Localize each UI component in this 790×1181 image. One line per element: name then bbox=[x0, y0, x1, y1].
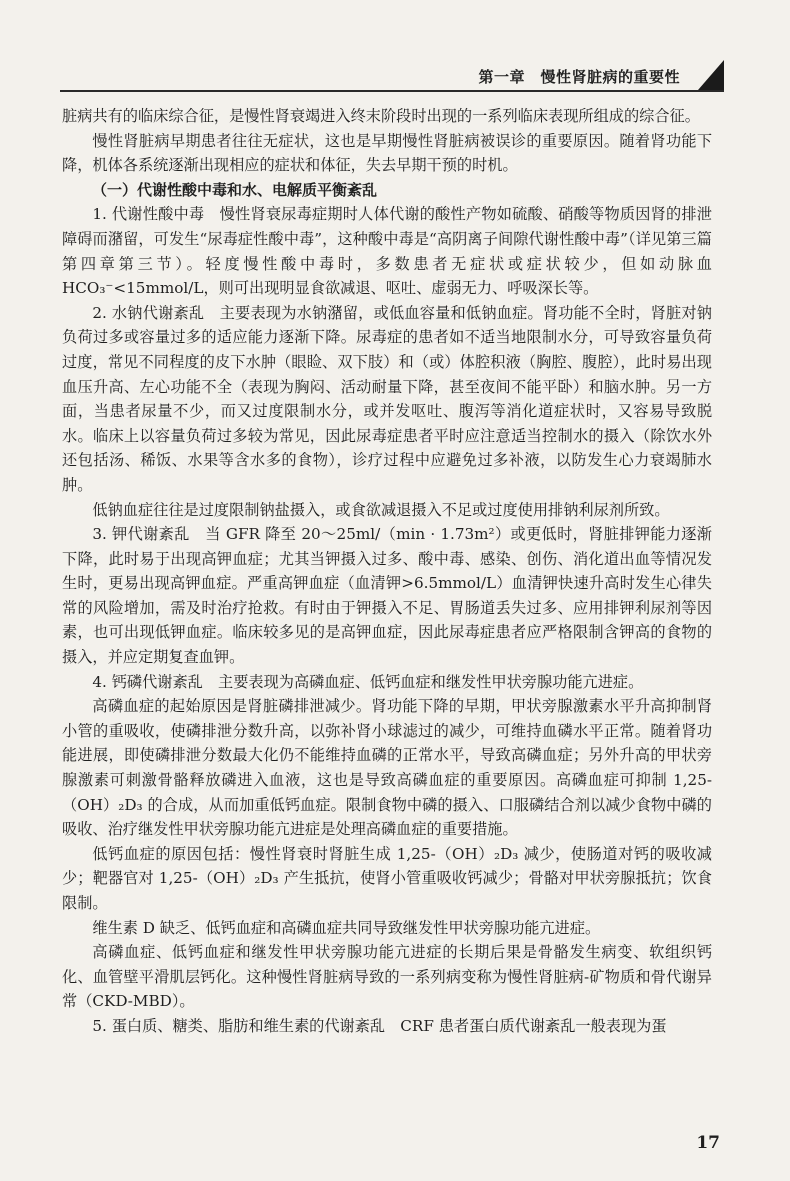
header-rule bbox=[60, 90, 724, 92]
running-header bbox=[0, 60, 790, 100]
paragraph-intro: 慢性肾脏病早期患者往往无症状，这也是早期慢性肾脏病被误诊的重要原因。随着肾功能下降，机体各系统逐渐出现相应的症状和体征，失去早期干预的时机。 bbox=[62, 131, 712, 175]
paragraph-hyponatremia: 低钠血症往往是过度限制钠盐摄入，或食欲减退摄入不足或过度使用排钠利尿剂所致。 bbox=[92, 500, 670, 519]
page-body bbox=[62, 104, 712, 1039]
paragraph-continued: 脏病共有的临床综合征，是慢性肾衰竭进入终末阶段时出现的一系列临床表现所组成的综合征。 bbox=[62, 107, 700, 125]
text-metabolic-acidosis: 慢性肾衰尿毒症期时人体代谢的酸性产物如硫酸、硝酸等物质因肾的排泄障碍而潴留，可发生“尿毒症性酸中毒”，这种酸中毒是“高阴离子间隙代谢性酸中毒”（详见第三篇第四章第三节）。轻度慢性酸中毒时，多数患者无症状或症状较少，但如动脉血 HCO₃⁻<15mmol/L，则可出现明显食欲减退、呕吐、虚弱无力、呼吸深长等。 bbox=[62, 205, 712, 298]
subheading-metabolic-acidosis: 1. 代谢性酸中毒 bbox=[92, 205, 205, 224]
subheading-calcium-phosphorus: 4. 钙磷代谢紊乱 bbox=[92, 672, 203, 691]
paragraph-metabolic-acidosis bbox=[62, 202, 712, 300]
section-heading: （一）代谢性酸中毒和水、电解质平衡紊乱 bbox=[92, 180, 378, 199]
page-number: 17 bbox=[696, 1133, 720, 1153]
paragraph-calcium-phosphorus bbox=[62, 670, 712, 695]
paragraph-potassium bbox=[62, 522, 712, 670]
subheading-protein-metabolism: 5. 蛋白质、糖类、脂肪和维生素的代谢紊乱 bbox=[92, 1016, 386, 1035]
subheading-potassium: 3. 钾代谢紊乱 bbox=[92, 525, 190, 544]
paragraph-vitamin-d: 维生素 D 缺乏、低钙血症和高磷血症共同导致继发性甲状旁腺功能亢进症。 bbox=[92, 918, 601, 937]
text-water-sodium: 主要表现为水钠潴留，或低血容量和低钠血症。肾功能不全时，肾脏对钠负荷过多或容量过多的适应能力逐渐下降。尿毒症的患者如不适当地限制水分，可导致容量负荷过度，常见不同程度的皮下水肿（眼睑、双下肢）和（或）体腔积液（胸腔、腹腔），此时易出现血压升高、左心功能不全（表现为胸闷、活动耐量下降，甚至夜间不能平卧）和脑水肿。另一方面，当患者尿量不少，而又过度限制水分，或并发呕吐、腹泻等消化道症状时，又容易导致脱水。临床上以容量负荷过多较为常见，因此尿毒症患者平时应注意适当控制水的摄入（除饮水外还包括汤、稀饭、水果等含水多的食物），诊疗过程中应避免过多补液，以防发生心力衰竭肺水肿。 bbox=[62, 303, 712, 494]
text-protein-metabolism: CRF 患者蛋白质代谢紊乱一般表现为蛋 bbox=[385, 1016, 667, 1035]
paragraph-hypocalcemia: 低钙血症的原因包括：慢性肾衰时肾脏生成 1,25-（OH）₂D₃ 减少，使肠道对钙的吸收减少；靶器官对 1,25-（OH）₂D₃ 产生抵抗，使肾小管重吸收钙减少；骨骼对甲状旁腺抵抗；饮食限制。 bbox=[62, 844, 712, 912]
header-triangle-mark bbox=[698, 60, 724, 90]
text-potassium: 当 GFR 降至 20～25ml/（min · 1.73m²）或更低时，肾脏排钾能力逐渐下降，此时易于出现高钾血症；尤其当钾摄入过多、酸中毒、感染、创伤、消化道出血等情况发生时，更易出现高钾血症。严重高钾血症（血清钾>6.5mmol/L）血清钾快速升高时发生心律失常的风险增加，需及时治疗抢救。有时由于钾摄入不足、胃肠道丢失过多、应用排钾利尿剂等因素，也可出现低钾血症。临床较多见的是高钾血症，因此尿毒症患者应严格限制含钾高的食物的摄入，并应定期复查血钾。 bbox=[62, 525, 712, 667]
subheading-water-sodium: 2. 水钠代谢紊乱 bbox=[92, 303, 205, 322]
paragraph-water-sodium bbox=[62, 301, 712, 498]
paragraph-ckd-mbd: 高磷血症、低钙血症和继发性甲状旁腺功能亢进症的长期后果是骨骼发生病变、软组织钙化、血管壁平滑肌层钙化。这种慢性肾脏病导致的一系列病变称为慢性肾脏病-矿物质和骨代谢异常（CKD-MBD）。 bbox=[62, 943, 712, 1011]
chapter-title: 第一章 慢性肾脏病的重要性 bbox=[478, 68, 680, 86]
paragraph-protein-metabolism bbox=[62, 1014, 712, 1039]
paragraph-hyperphosphatemia: 高磷血症的起始原因是肾脏磷排泄减少。肾功能下降的早期，甲状旁腺激素水平升高抑制肾小管的重吸收，使磷排泄分数升高，以弥补肾小球滤过的减少，可维持血磷水平正常。随着肾功能进展，即使磷排泄分数最大化仍不能维持血磷的正常水平，导致高磷血症；另外升高的甲状旁腺激素可刺激骨骼释放磷进入血液，这也是导致高磷血症的重要原因。高磷血症可抑制 1,25-（OH）₂D₃ 的合成，从而加重低钙血症。限制食物中磷的摄入、口服磷结合剂以减少食物中磷的吸收、治疗继发性甲状旁腺功能亢进症是处理高磷血症的重要措施。 bbox=[62, 697, 712, 839]
text-calcium-phosphorus: 主要表现为高磷血症、低钙血症和继发性甲状旁腺功能亢进症。 bbox=[202, 672, 644, 691]
